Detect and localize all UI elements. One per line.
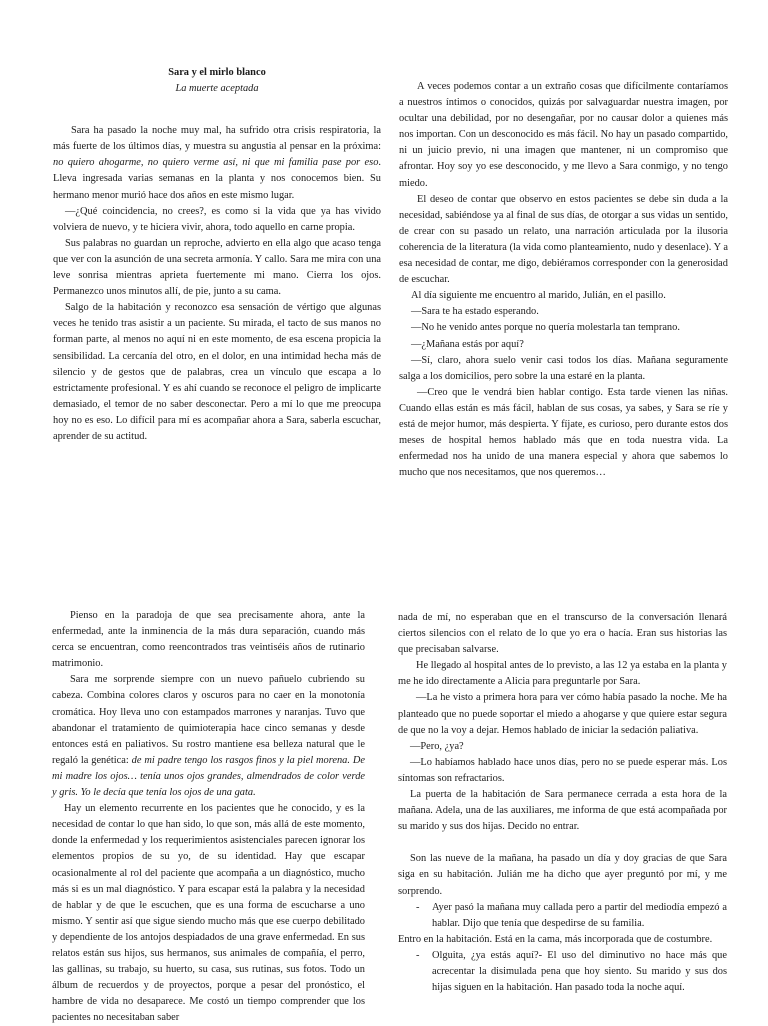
- dialogue-line: —Creo que le vendrá bien hablar contigo. Esta tarde vienen las niñas. Cuando ellas están es más fácil, hablan de sus cosas, ya sabes, y Sara se ríe y está de mejor humor, más despierta. Y fíjate, es curioso, pero durante estos dos meses de hospital hemos hablado más que en toda nuestra vida. La enfermedad nos ha unido de una manera especial y ahora que sabemos lo mucho que nos necesitamos, que nos queremos…: [399, 386, 728, 479]
- paragraph: Pienso en la paradoja de que sea precisamente ahora, ante la enfermedad, ante la inminencia de la más dura separación, cuando más cerca se encuentran, como reencontrados tras veintiséis años de rutinario matrimonio.: [52, 610, 365, 670]
- paragraph: Sara me sorprende siempre con un nuevo pañuelo cubriendo su cabeza. Combina colores claros y oscuros para no caer en la monotonía cromática. Hoy lleva uno con estampados marrones y naranjas. Tuvo que abandonar el tratamiento de quimioterapia hace cinco semanas y desde entonces está en paliativos. Su rostro mantiene esa belleza natural que le regaló la genética: de mi padre tengo los rasgos finos y la piel morena. De mi madre los ojos… tenía unos ojos grandes, almendrados de color verde y gris. Yo le decía que tenía los ojos de una gata.: [52, 674, 365, 799]
- list-item: [398, 900, 727, 932]
- paragraph: Son las nueve de la mañana, ha pasado un día y doy gracias de que Sara siga en su habitación. Julián me ha dicho que ayer preguntó por mí, y me sorprendo.: [398, 853, 727, 897]
- dialogue-line: —¿Mañana estás por aquí?: [411, 338, 524, 350]
- column-bottom-left: [52, 608, 365, 1026]
- dialogue-line: —Lo habíamos hablado hace unos días, pero no se puede esperar más. Los síntomas son refractarios.: [398, 756, 727, 784]
- paragraph: Entro en la habitación. Está en la cama, más incorporada que de costumbre.: [398, 933, 713, 945]
- dialogue-line: —Pero, ¿ya?: [410, 740, 464, 752]
- list-dash: -: [416, 901, 420, 913]
- dialogue-line: —No he venido antes porque no quería molestarla tan temprano.: [411, 322, 680, 334]
- list-item-text: Olguita, ¿ya estás aquí?- El uso del diminutivo no hace más que acrecentar la disimulada pena que hoy siento. Su marido y sus dos hijas siguen en la habitación. Han pasado toda la noche aquí.: [432, 949, 727, 994]
- paragraph: nada de mí, no esperaban que en el transcurso de la conversación llenará ciertos silencios con el relato de lo que yo era o hacía. Eran sus historias las que precisaban salvarse.: [398, 612, 727, 656]
- paragraph: Sus palabras no guardan un reproche, advierto en ella algo que acaso tenga que ver con la asunción de una secreta armonía. Y callo. Sara me mira con una leve sonrisa mientras aprieta fuertemente mi mano. Cierra los ojos. Permanezco unos minutos allí, de pie, junto a su cama.: [53, 237, 381, 298]
- story-title: Sara y el mirlo blanco: [168, 67, 266, 78]
- column-top-right: [399, 79, 728, 481]
- list-item-text: Ayer pasó la mañana muy callada pero a partir del mediodía empezó a hablar. Dijo que tenía que despedirse de su familia.: [432, 901, 727, 929]
- paragraph: Al día siguiente me encuentro al marido, Julián, en el pasillo.: [411, 290, 666, 302]
- column-top-left: [53, 65, 381, 445]
- story-subtitle: La muerte aceptada: [175, 83, 259, 95]
- paragraph: Hay un elemento recurrente en los pacientes que he conocido, y es la necesidad de contar lo que han sido, lo que son, más allá de este momento, donde la enfermedad y los requerimientos asistenciales parecen ignorar los elementos propios de su yo, de su identidad. Hay que escapar ocasionalmente al rol del paciente que acompaña a un diagnóstico, mucho más si es un mal diagnóstico. Y para escapar está la palabra y la necesidad de hablar y de que le escuchen, que es una forma de escucharse a uno mismo. Y sentir así que sigue siendo mucho más que ese cuerpo debilitado y dependiente de los antojos despiadados de una grave enfermedad. En sus relatos están sus hijos, sus hermanos, sus animales de compañía, el perro, las gallinas, su trabajo, su huerto, su casa, sus rutinas, sus fotos. Todo un álbum de recuerdos y de proyectos, porque a pesar del pronóstico, el hambre de vida no desaparece. Me costó un tiempo comprender que los pacientes no necesitaban saber: [52, 803, 365, 1024]
- dialogue-line: —Sí, claro, ahora suelo venir casi todos los días. Mañana seguramente salga a los domicilios, pero sobre la una estaré en la planta.: [399, 354, 728, 382]
- paragraph: He llegado al hospital antes de lo previsto, a las 12 ya estaba en la planta y me he ido directamente a Alicia para preguntarle por Sara.: [398, 660, 727, 688]
- paragraph: La puerta de la habitación de Sara permanece cerrada a esta hora de la mañana. Adela, una de las auxiliares, me informa de que está acompañada por su marido y sus dos hijas. Decido no entrar.: [398, 789, 727, 833]
- dialogue-line: —La he visto a primera hora para ver cómo había pasado la noche. Me ha planteado que no puede soportar el miedo a ahogarse y que quiere estar segura de que no la voy a dejar. Hemos hablado de iniciar la sedación paliativa.: [398, 692, 727, 736]
- dialogue-line: —Sara te ha estado esperando.: [411, 306, 539, 318]
- paragraph: Salgo de la habitación y reconozco esa sensación de vértigo que algunas veces he tenido tras asistir a un paciente. Su mirada, el tacto de sus manos no forman parte, al menos no aquí ni en este momento, de esa escena propicia la sensibilidad. La cercanía del otro, en el dolor, en una intimidad hecha más de silencio y de gestos que de palabras, crea un vínculo que escapa a lo estrictamente profesional. Y es ahí cuando se reconoce el peligro de implicarte demasiado, el temor de no saber desconectar. Pero a mí lo que me preocupa hoy no es eso. Lo difícil para mí es acompañar ahora a Sara, saberla escuchar, aprender de su actitud.: [53, 302, 381, 442]
- list-item: [398, 948, 727, 996]
- dialogue-line: —¿Qué coincidencia, no crees?, es como si la vida que ya has vivido volviera de nuevo, y te hiciera vivir, ahora, todo aquello en carne propia.: [53, 205, 381, 233]
- paragraph: Sara ha pasado la noche muy mal, ha sufrido otra crisis respiratoria, la más fuerte de los últimos días, y muestra su angustia al pensar en la próxima: no quiero ahogarme, no quiero verme así, ni que mi familia pase por eso. Lleva ingresada varias semanas en la planta y nos conocemos bien. Su hermano menor murió hace dos años en este mismo lugar.: [53, 125, 381, 201]
- paragraph: El deseo de contar que observo en estos pacientes se debe sin duda a la necesidad, sabiéndose ya al final de sus días, de otorgar a sus vidas un sentido, de crear con su pasado un relato, una narración articulada por la ilusoria coherencia de la literatura (la vida como planteamiento, nudo y desenlace). Y a esa necesidad de contar, me digo, debiéramos corresponder con la generosidad de escuchar.: [399, 193, 728, 286]
- paragraph: A veces podemos contar a un extraño cosas que difícilmente contaríamos a nuestros íntimos o conocidos, quizás por salvaguardar nuestra imagen, por ocultar una debilidad, por no desengañar, por no causar dolor a quienes más nos importan. Con un desconocido es más fácil. No hay un pasado compartido, ni un juicio previo, ni una imagen que mantener, ni un compromiso que afrontar. Hoy soy yo ese desconocido, y me llevo a Sara conmigo, y no tengo miedo.: [399, 81, 728, 189]
- column-bottom-right: [398, 610, 727, 996]
- list-dash: -: [416, 949, 420, 961]
